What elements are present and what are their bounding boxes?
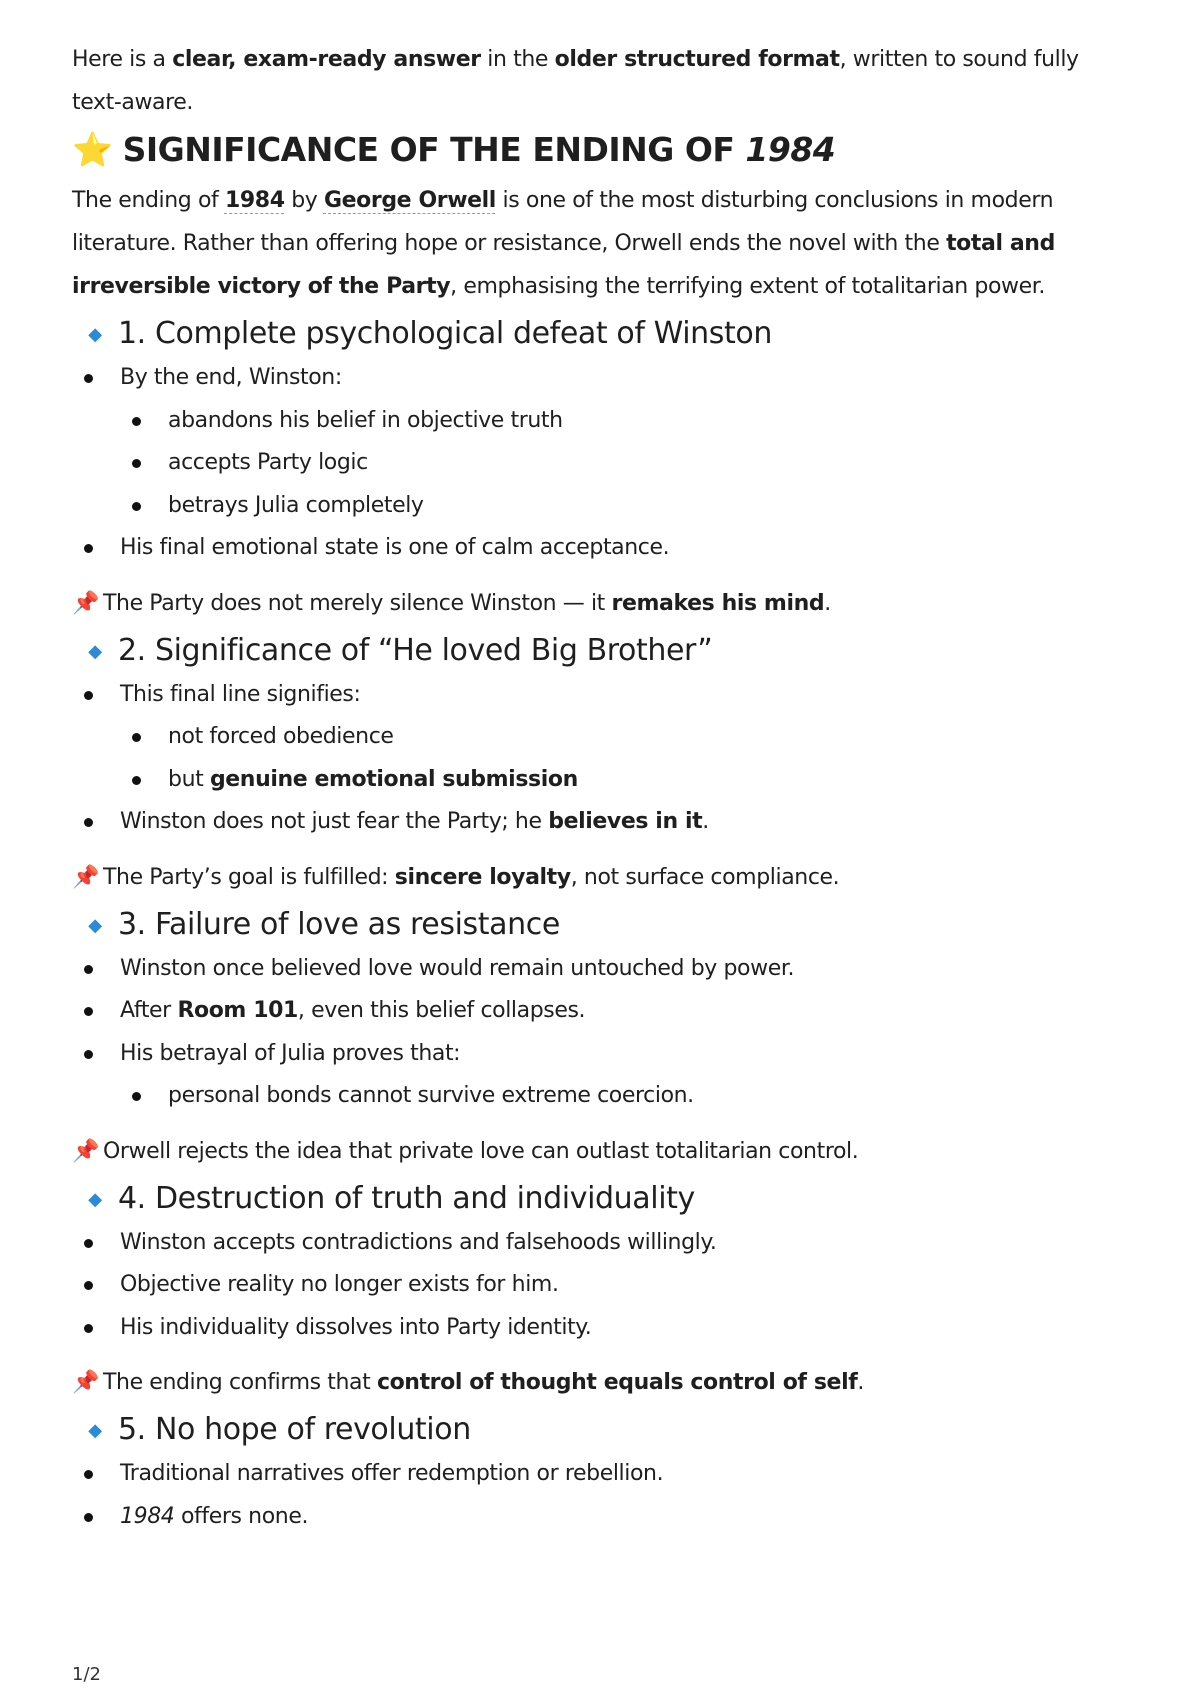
- note-2: 📌 The Party’s goal is fulfilled: sincere loyalty, not surface compliance.: [72, 864, 840, 890]
- page-number: 1/2: [72, 1664, 101, 1685]
- star-icon: ⭐: [72, 130, 113, 169]
- list-item: personal bonds cannot survive extreme coercion.: [72, 1075, 1132, 1118]
- section-2-list: [72, 674, 1132, 844]
- pushpin-icon: 📌: [72, 590, 99, 616]
- note-3: 📌 Orwell rejects the idea that private love can outlast totalitarian control.: [72, 1138, 859, 1164]
- list-item: By the end, Winston:: [72, 357, 1132, 400]
- section-heading-5: ◆ 5. No hope of revolution: [72, 1408, 1132, 1453]
- list-item: Objective reality no longer exists for him.: [72, 1264, 1132, 1307]
- list-item: His final emotional state is one of calm acceptance.: [72, 527, 1132, 570]
- pushpin-icon: 📌: [72, 864, 99, 890]
- pushpin-icon: 📌: [72, 1370, 99, 1395]
- list-item: betrays Julia completely: [72, 485, 1132, 528]
- document-page: [72, 38, 1132, 1538]
- list-item: His individuality dissolves into Party identity.: [72, 1307, 1132, 1350]
- list-item: accepts Party logic: [72, 442, 1132, 485]
- list-item: Traditional narratives offer redemption or rebellion.: [72, 1453, 1132, 1496]
- section-5-list: [72, 1453, 1132, 1538]
- section-heading-2: ◆ 2. Significance of “He loved Big Brother”: [72, 629, 1132, 674]
- list-item: 1984 offers none.: [72, 1496, 1132, 1539]
- section-heading-1: ◆ 1. Complete psychological defeat of Winston: [72, 312, 1132, 357]
- list-item: His betrayal of Julia proves that:: [72, 1033, 1132, 1076]
- page-title: ⭐ SIGNIFICANCE OF THE ENDING OF 1984: [72, 130, 836, 169]
- link-1984[interactable]: 1984: [224, 188, 285, 213]
- list-item: Winston accepts contradictions and falsehoods willingly.: [72, 1222, 1132, 1265]
- section-heading-4: ◆ 4. Destruction of truth and individuality: [72, 1177, 1132, 1222]
- lead-paragraph: The ending of 1984 by George Orwell is one of the most disturbing conclusions in modern literature. Rather than offering hope or resistance, Orwell ends the novel with the total and irreversible victory of the Party, emphasising the terrifying extent of totalitarian power.: [72, 188, 1055, 299]
- note-4: 📌 The ending confirms that control of thought equals control of self.: [72, 1370, 864, 1395]
- diamond-icon: ◆: [88, 1188, 102, 1210]
- list-item: not forced obedience: [72, 716, 1132, 759]
- list-item: but genuine emotional submission: [72, 759, 1132, 802]
- list-item: Winston does not just fear the Party; he believes in it.: [72, 801, 1132, 844]
- section-4-list: [72, 1222, 1132, 1350]
- list-item: abandons his belief in objective truth: [72, 400, 1132, 443]
- link-george-orwell[interactable]: George Orwell: [323, 188, 496, 213]
- diamond-icon: ◆: [88, 1420, 102, 1441]
- diamond-icon: ◆: [88, 640, 102, 662]
- list-item: Winston once believed love would remain untouched by power.: [72, 948, 1132, 991]
- pushpin-icon: 📌: [72, 1138, 99, 1164]
- section-heading-3: ◆ 3. Failure of love as resistance: [72, 903, 1132, 948]
- section-1-list: [72, 357, 1132, 570]
- list-item: This final line signifies:: [72, 674, 1132, 717]
- list-item: After Room 101, even this belief collapses.: [72, 990, 1132, 1033]
- diamond-icon: ◆: [88, 324, 102, 345]
- intro-paragraph: Here is a clear, exam-ready answer in the older structured format, written to sound fully text-aware.: [72, 47, 1079, 115]
- diamond-icon: ◆: [88, 914, 102, 936]
- section-3-list: [72, 948, 1132, 1118]
- note-1: 📌 The Party does not merely silence Winston — it remakes his mind.: [72, 590, 831, 616]
